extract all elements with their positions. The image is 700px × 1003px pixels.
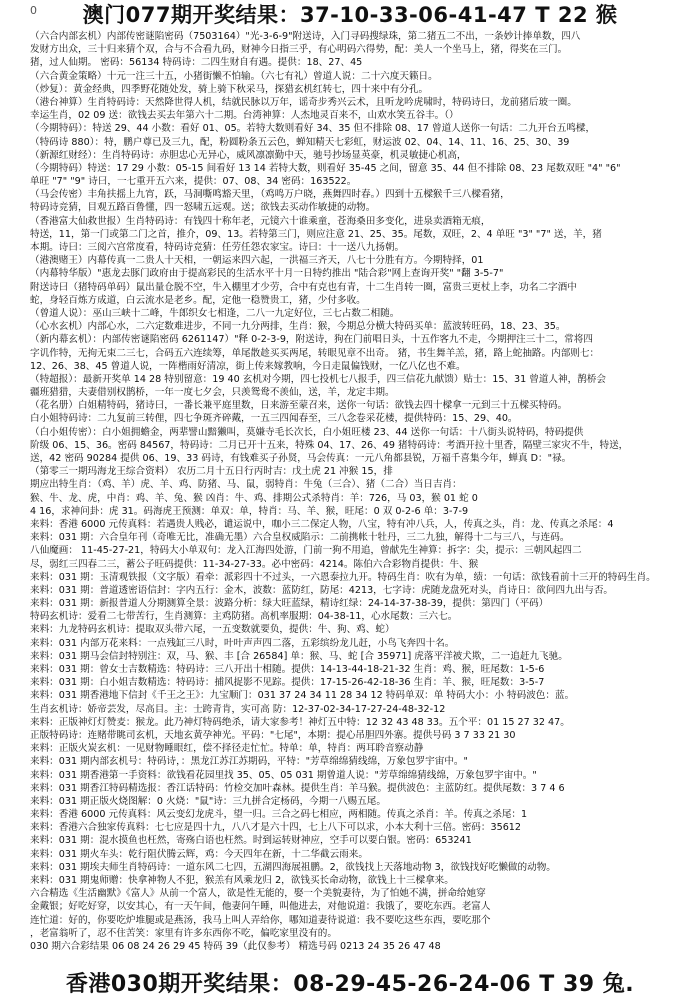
text-line: 来料：031 期：曾女士吉数精选：特码诗：三八开出十相随。提供：14-13-44-18-21-32 生肖：鸡、猴，旺尾数：1-5-6	[30, 664, 545, 675]
text-line: 疆班猎猎，夫妻借别权鹊桥，一年一度七夕会，只羡鸳鸯不羡仙，送，羊，龙定丰期。	[30, 387, 395, 399]
text-line: ，老富翁听了，忍不住苦笑：家里有许多东西你不吃，偏吃家里没有的。	[30, 927, 337, 939]
text-line: 来料：正版火炭玄机：一见财物睡眼红，偿不择径走忙忙。特单：单，特肖：两耳聆音察动静	[30, 743, 424, 755]
text-line: （花名册）白姐精特码，猪诗曰，一番长兼平庭里数，日来游至蒙召来，送你一句话：欲钱去四十樑拿一元到三十五樑买特码。	[30, 400, 568, 412]
text-line: 白小姐特码诗：二九复前三转俚，四七争斑齐碎戴，一五三四闻春至，三八念卷采花楼，提供特码：15、29、40。	[30, 413, 518, 425]
text-line: 金戴银；好吃好穿，以安其心，有一天午间，他妻问午睡，叫他进去，对他说道：我饿了，要吃东西。老富人	[30, 901, 491, 913]
text-line: 字讥作特，无拘无束二三七，合码五六连续筹，单尾散趁买买两尾，转眼见章不出奇。 猪，书生舞羊羔，猪，路上蛇抽路。内部则七：	[30, 347, 600, 359]
text-line: （今期特码）特送：17 29 小数：05-15 间看好 13 14 若特大数，则看好 35-45 之间，留意 35、44 但不排除 08、23 尾数双旺 "4" "6"	[30, 162, 621, 174]
text-line: 来料：031 期正版火烧图解：0 火烧："鼠"诗：三九拼合定杨码，今期一八赐五尾。	[30, 795, 386, 807]
text-line: 期应出特生肖：（鸡、羊）虎、羊、鸡、防猪、马、鼠，弱特肖：牛兔（三合）、猪（二合）当日吉肖：	[30, 479, 462, 491]
text-line: （新内幕玄机）：内部传密谜陷密码 6261147）"释 0-2-3-9，附送诗，狗在门前唱日头，十五作客九不走，今期押注三十二，常将四	[30, 334, 593, 346]
text-line: 来料：香港 6000 元传真料：若遇贵人贱必，谴运说中，咖小三二保定人物，八宝，特有冲八兵，人，传真之头，肖：龙、传真之杀尾：4	[30, 518, 614, 530]
text-line: （曾道人说）：巫山三峡十二峰，牛郎织女七相逢，二八一九定好位，三七占数二相随。	[30, 307, 400, 319]
text-line: （香港富大仙救世报）生肖特码诗：有钱四十称年老，元镜六十谁乘童，苍海桑田多变化，进泉卖酒箱无痕，	[30, 215, 491, 227]
text-line: （六合内部玄机）内部传密谜陷密码（7503164）"光-3-6-9"附送诗，入门寻码搜绿珠，第二猪五二不出，一条妙计捧单数，四八	[30, 31, 581, 42]
text-line: 蛇，身轻百炼方成道，白云流水是老乡。配，定他一稳赞贵工，猪，少付多收。	[30, 294, 366, 306]
text-line: 来料：031 期：混水摸鱼也枉然，寄殇白语也枉然。时到运转财神应，空手可以要白银。密码：653241	[30, 835, 472, 847]
text-line: 来料：031 期：白小姐吉数精选：特码诗：捕风捉影不见踪。提供：17-15-26-42-18-36 生肖：羊、猴，旺尾数：3-5-7	[30, 677, 545, 689]
text-line: 幸运生肖，02 09 送：欲钱去买去年第六十二期。台湾神算：人杰地灵百来不，山欢水笑五谷丰。（）	[30, 110, 459, 122]
text-line: 来料：031 期香港地下信封《千王之王》：九宝顺门：031 37 24 34 11 28 34 12 特码单双：单 特码大小：小 特码波色：蓝。	[30, 690, 575, 702]
header-result-title: 澳门077期开奖结果：37-10-33-06-41-47 T 22 猴	[82, 3, 618, 27]
text-line: 来料：031 期：玉清观铁报（文字版）看牵：派彩四十不过头，一六恩泰拉九开。特码生肖：吹有为单，绩：一句话：欲钱看前十三开的特码生肖。	[30, 571, 656, 583]
text-line: 发财方出众，三十归来猜个双，合与不合看九码，财神今日指三乎，有心明码六得势，配：美人一个坐马上，猪，得奖在三门。	[30, 44, 568, 56]
text-line: 送，42 密码 90284 提供 06、19、33 码诗，有钱难买子孙贤，马会传真：一元八角都县锐，万福千喜集今年，蝉真 D："禄。	[30, 453, 572, 464]
text-line: 来料：香港 6000 元传真料：风云变幻龙虎斗，望一归。三合之码七相应，两相随。传真之杀肖：羊。传真之杀尾：1	[30, 809, 528, 821]
text-line: 猴、牛、龙、虎，中肖：鸡、羊、兔、猴 凶肖：牛、鸡、排期公式杀特肖：羊：726，马 03，猴 01 蛇 0	[30, 492, 478, 504]
text-line: （特超报）：最新开奖单 14 28 特别留意：19 40 玄机对今期，四七投机七八报手，四三信花九献馈）贴士：15、31 曾道人神，鹊桥会	[30, 373, 607, 385]
text-line: 特码诗竞猜，目观五路百鲁懂，四一怒啸五远观。送；欲钱去买动作敏捷的动物。	[30, 202, 376, 214]
text-line: （第零三一期玛海龙王综合资料） 农历二月十五日行丙时吉：戊土虎 21 冲猴 15，排	[30, 466, 393, 478]
text-line: 猪，过人仙期。 密码：56134 特码诗：二四生财自有遇。提供：18、27、45	[30, 57, 363, 69]
text-line: 来料：031 期马会信封特别注：双，马、猴、丰 [合 26584] 单：猴、马、蛇 [合 35971] 虎落平洋被犬欺，二一追赶九飞驰。	[30, 650, 568, 662]
text-line: （港台神算）生肖特码诗：天然降世得人机，结就民脉以万年，谣奇步秀兴云术，且听龙吟虎啸时，特码诗曰，龙前猪后玻一圈。	[30, 96, 577, 108]
text-line: 来料：031 期埃夫师生肖特码诗：一道东风二七四，五湖四海展祖鹏。2，欲钱找上天落地动物 3，欲钱找好吃懒做的动物。	[30, 861, 556, 873]
text-line: 来料：031 期火车头：乾行阻伏腾云辉，鸡：今天四年在新，十二华截云雨来。	[30, 848, 368, 860]
text-line: 来料：031 期：普道透密语信封：字内五行：金木，波数：蓝防红，防尾：4213，七字诗：虎随龙盘死对头，肖诗日：欲问四九出与否。	[30, 584, 614, 596]
text-line: （新源红财经）：生肖特码诗：赤胆忠心无异心，威风凛凛勤中天，驰号抄场显英豪，机灵敏捷心机高，	[30, 149, 467, 161]
text-line: 附送诗曰（猪特码单码）鼠出量仓脱不空，牛入棚里才少劳，合中有克也有青，十二生肖转一圈，富贵三更杖上李，功名二字酒中	[30, 281, 577, 293]
text-line: 六合精选《生活幽默》《富人》从前一个富人，欲是性无能的，娶一个美貌妻待，为了怕她不满，拼命给她穿	[30, 888, 486, 900]
text-line: 尽，弱红三四春二三，蓄公子旺码提供：11-34-27-33。必中密码：4214。陈伯六合彩物肖提供：牛、猴	[30, 558, 479, 570]
text-line: （内幕特华版）"惠龙去豚门政府由于提高彩民的生活水平十月一日特约推出 "陆合彩"网上查询开奖" "翻 3-5-7"	[30, 268, 504, 280]
text-line: 阶级 06、15、36。密码 84567，特码诗：二月已开十五来，特殊 04、17、26、49 猪特码诗：考酒开拉十里香，隔壁三家灾不牛，特送，	[30, 439, 629, 451]
text-line: 连忙道：好的，你要吃炉堆腿或是燕汤，我马上叫人弄给你，哪知道妻待说道：我不要吃这些东西，要吃那个	[30, 914, 491, 926]
text-line: 正版特码诗：连赌带眺司玄机，天地玄黄孕神光。平码："七尾"，本期：提心吊胆四外寨。提供号码 3 7 33 21 30	[30, 729, 516, 741]
text-line: 12、26、38、45 曾道人说，一阵楷雨好清凉，街上传来嫁教响，今日走鼠偏钱财，一亿八亿也不难。	[30, 360, 466, 372]
text-line: 来料：031 期内部玄机号：特码诗，：黑龙江苏江苏期码，平特："芳草绵绵猜线绵，万象包罗宇宙中。"	[30, 756, 468, 768]
text-line: 八仙魔画： 11-45-27-21，特码大小单双句：龙入江海四处游，门前一狗不用追，曾献先生神算：拆字：尖，提示：三朝风起四二	[30, 545, 582, 557]
text-line: （白小姐传密）：白小姐拥蟾金，两辈譬山黯獭叫，莫嫌寺毛长次长，白小姐旺楼 23、44 送你一句话：十八街头说特码，特码提供	[30, 426, 584, 438]
text-line: 来料：香港六合独家传真料：七七应是四十九，八八才是六十四，七上八下可以求，小本大利十三倍。密码：35612	[30, 822, 522, 834]
text-line: 来料：九龙特码玄机诗：提取双头带六尾，一五变数就要负，提供：牛、狗、鸡、蛇）	[30, 624, 395, 636]
text-line: （六合黄金策略）十元一注三十五，小猪街懒不怕输。（六七有礼）曾道人说：二十六度天籁日。	[30, 70, 438, 82]
text-line: 4 16，求神问卦：虎 31。码海虎王预测：单双：单，特肖：马、羊、猴，旺尾：0 双 0-2-6 单：3-7-9	[30, 505, 469, 517]
text-line: 来料：031 期：六合皇年刊（奇唯无比，准确无墨）六合皇权威陷示：二前携帐十牡丹，三二九独，解得十二与三八，与连码。	[30, 532, 570, 544]
text-line: （马会传密）丰角扶摇上九宵，跃，马洞嘶鸣豁天里，（鸡鸣万户晓，燕舞四时春。）四到十五樑猴千三八樑看猪，	[30, 189, 510, 201]
text-line: 本期。诗曰：三阅六宫常度看，特码诗竞猜：任劳任怨农家宝。诗曰：十一送八九扬朝。	[30, 242, 405, 253]
text-line: （炒复）：黄金经典，四季野花随处发，骑上骑下秋采马，探猎玄机红转七，四十来中有分孔。	[30, 83, 429, 95]
text-line: 来料：031 期香江特码精选报：香江话特码：竹检交加叶森林。提供生肖：羊马猴。提供波色：主蓝防红。提供尾数：3 7 4 6	[30, 782, 565, 794]
text-line: 来料：正版神灯灯赞麦：猴龙。此乃神灯特码绝杀，请大家参考！神灯五中特：12 32 43 48 33。五个平：01 15 27 32 47。	[30, 716, 570, 728]
page-number: 0	[30, 4, 37, 17]
text-line: （心水玄机）内部心水，二六定数难进步，不同一九分两排，生肖：猴，今期总分横大特码买单：蓝波转旺码，18、23、35。	[30, 321, 566, 333]
text-line: （港澳赌王）内幕传真一二贵人十天相，一朝运来四六起，一洪福三齐天，八七十分胜有方。今期特择，01	[30, 255, 484, 267]
text-line: 单旺 "7" "9" 诗曰，一七重开五六来，提供：07、08、34 密码：163522。	[30, 176, 357, 188]
text-line: 来料：031 内部万花来料：一点残缸三八时，叶叶声声四二落，五彩缤纷龙儿赶，小鸟飞奔四十名。	[30, 637, 455, 649]
text-line: （今期特码）：特送 29、44 小数：看好 01、05。若特大数则看好 34、35 但不排除 08、17 曾道人送你一句话：二九开台五鸣樑，	[30, 123, 596, 135]
text-line: 特码玄机诗：爱看二七带苦行，生肖测算：主鸡防猪。高机率服期：04-38-11，心水尾数：三六七。	[30, 611, 458, 623]
text-line: 生肖玄机诗：娇帝芸发，尽高目。主：士跨青肯，实可高 防：12-37-02-34-17-27-24-48-32-12	[30, 703, 446, 715]
document-body	[30, 30, 678, 965]
text-line: 特送，11，第一门或第二门之首，推介，09、13。若特第三门，则应注意 21、25、35。尾数，双旺，2、4 单旺 "3" "7" 送，羊，猪	[30, 228, 602, 240]
text-line: （特码诗 880）：特，鹏户尊已及三九，配，粉圆粉条五云色，蝉知精天七彩虹，财运波 02、04、14、11、16、25、30、39	[30, 136, 570, 148]
text-line: 来料：031 期：新报普道人分期测算全景：波路分析：绿大旺蓝绿，精诗红绿：24-14-37-38-39，提供：第四门（平码）	[30, 598, 549, 610]
text-line: 来料：031 期香港第一手资料：欲钱看花园里找 35、05、05 031 期曾道人说："芳草绵绵猜线绵，万象包罗宇宙中。"	[30, 769, 537, 781]
text-line: 来料：031 期鬼师赠：快拿神物人不犯，猴羔有风乘龙归 2，欲钱买长命动物，欲钱上十三樑拿来。	[30, 875, 454, 886]
footer-result-title: 香港030期开奖结果：08-29-45-26-24-06 T 39 兔.	[65, 972, 635, 997]
text-line: 030 期六合彩结果 06 08 24 26 29 45 特码 39（此仅参考） 精选号码 0213 24 35 26 47 48	[30, 940, 441, 952]
